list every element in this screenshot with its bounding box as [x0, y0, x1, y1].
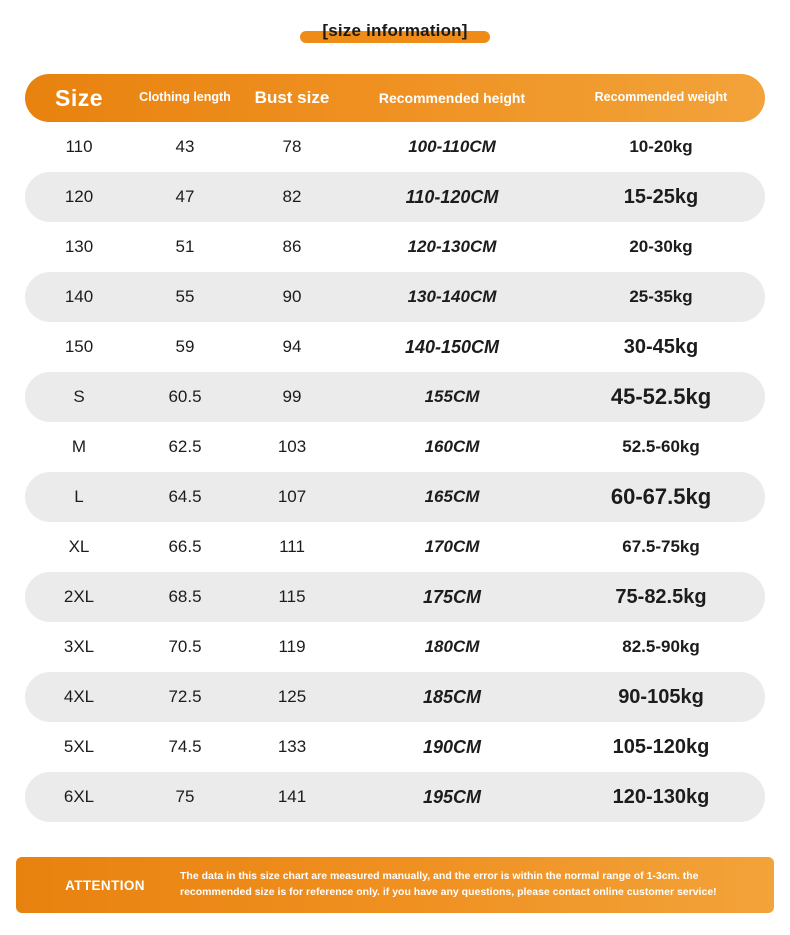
cell-size: 140: [64, 287, 94, 306]
cell-bust-size: 119: [278, 637, 306, 656]
cell-bust-size: 86: [282, 237, 302, 256]
cell-recommended-height: 110-120CM: [405, 186, 499, 207]
cell-recommended-height: 185CM: [422, 686, 482, 707]
table-row: [25, 222, 765, 272]
cell-size: M: [71, 437, 87, 456]
column-header-bust-size: Bust size: [254, 88, 330, 108]
table-row: [25, 172, 765, 222]
cell-bust-size: 115: [278, 587, 306, 606]
cell-bust-size: 99: [282, 387, 302, 406]
cell-recommended-weight: 67.5-75kg: [622, 537, 700, 556]
cell-size: 130: [64, 237, 94, 256]
cell-recommended-height: 195CM: [422, 786, 482, 807]
cell-recommended-height: 190CM: [422, 736, 482, 757]
cell-clothing-length: 55: [175, 287, 195, 306]
column-header-recommended-weight: Recommended weight: [594, 90, 728, 105]
cell-recommended-height: 155CM: [424, 387, 480, 406]
cell-recommended-weight: 60-67.5kg: [610, 484, 712, 509]
cell-size: 5XL: [63, 737, 95, 756]
cell-recommended-weight: 30-45kg: [623, 335, 699, 358]
page-title: [size information]: [322, 21, 468, 40]
cell-recommended-weight: 25-35kg: [629, 287, 693, 306]
cell-recommended-weight: 82.5-90kg: [622, 637, 700, 656]
cell-clothing-length: 68.5: [168, 587, 202, 606]
attention-banner: [16, 857, 774, 913]
cell-size: S: [73, 387, 85, 406]
table-row: [25, 622, 765, 672]
cell-clothing-length: 60.5: [168, 387, 202, 406]
cell-clothing-length: 66.5: [168, 537, 202, 556]
cell-clothing-length: 74.5: [168, 737, 202, 756]
column-header-size: Size: [54, 84, 104, 111]
table-header-row: [25, 74, 765, 122]
cell-clothing-length: 70.5: [168, 637, 202, 656]
table-row: [25, 772, 765, 822]
table-row: [25, 522, 765, 572]
cell-bust-size: 94: [282, 337, 302, 356]
cell-clothing-length: 43: [175, 137, 195, 156]
table-row: [25, 672, 765, 722]
table-row: [25, 472, 765, 522]
cell-clothing-length: 59: [175, 337, 195, 356]
cell-bust-size: 125: [277, 687, 307, 706]
cell-recommended-height: 170CM: [424, 537, 480, 556]
cell-recommended-height: 160CM: [424, 437, 480, 456]
cell-recommended-weight: 20-30kg: [629, 237, 693, 256]
cell-size: 110: [65, 137, 93, 156]
table-row: [25, 272, 765, 322]
cell-recommended-weight: 90-105kg: [618, 685, 704, 708]
cell-clothing-length: 64.5: [168, 487, 202, 506]
page-title-area: [0, 0, 790, 62]
cell-recommended-height: 140-150CM: [404, 336, 500, 357]
cell-bust-size: 141: [277, 787, 307, 806]
cell-recommended-weight: 10-20kg: [629, 137, 693, 156]
table-row: [25, 722, 765, 772]
cell-size: 120: [64, 187, 94, 206]
attention-label: ATTENTION: [65, 877, 145, 893]
cell-clothing-length: 75: [175, 787, 195, 806]
table-row: [25, 422, 765, 472]
cell-bust-size: 111: [279, 537, 305, 556]
size-table: [25, 74, 765, 822]
table-row: [25, 572, 765, 622]
cell-recommended-weight: 105-120kg: [612, 735, 710, 758]
column-header-clothing-length: Clothing length: [139, 90, 231, 105]
cell-recommended-height: 175CM: [422, 586, 482, 607]
cell-size: 4XL: [63, 687, 95, 706]
cell-bust-size: 90: [282, 287, 302, 306]
cell-size: L: [74, 487, 84, 506]
cell-recommended-weight: 15-25kg: [623, 185, 699, 208]
cell-recommended-weight: 45-52.5kg: [610, 384, 712, 409]
cell-size: 2XL: [63, 587, 95, 606]
cell-recommended-weight: 120-130kg: [612, 785, 710, 808]
cell-clothing-length: 47: [175, 187, 195, 206]
cell-clothing-length: 51: [175, 237, 195, 256]
column-header-recommended-height: Recommended height: [378, 89, 526, 106]
cell-size: 3XL: [63, 637, 95, 656]
cell-bust-size: 103: [277, 437, 307, 456]
attention-text: The data in this size chart are measured manually, and the error is within the normal range of 1-3cm. the recommended size is for reference only. if you have any questions, please contact online customer service!: [180, 870, 717, 898]
cell-recommended-weight: 75-82.5kg: [615, 585, 707, 608]
cell-recommended-height: 130-140CM: [407, 287, 497, 306]
cell-recommended-height: 165CM: [424, 487, 480, 506]
cell-recommended-height: 100-110CM: [408, 137, 496, 156]
table-row: [25, 322, 765, 372]
cell-recommended-height: 180CM: [424, 637, 480, 656]
cell-bust-size: 78: [282, 137, 302, 156]
cell-bust-size: 133: [277, 737, 307, 756]
cell-recommended-height: 120-130CM: [407, 237, 497, 256]
cell-bust-size: 82: [282, 187, 302, 206]
table-row: [25, 372, 765, 422]
cell-clothing-length: 62.5: [168, 437, 202, 456]
cell-bust-size: 107: [277, 487, 307, 506]
cell-size: XL: [68, 537, 90, 556]
cell-size: 150: [64, 337, 94, 356]
cell-size: 6XL: [63, 787, 95, 806]
cell-recommended-weight: 52.5-60kg: [622, 437, 700, 456]
table-row: [25, 122, 765, 172]
cell-clothing-length: 72.5: [168, 687, 202, 706]
